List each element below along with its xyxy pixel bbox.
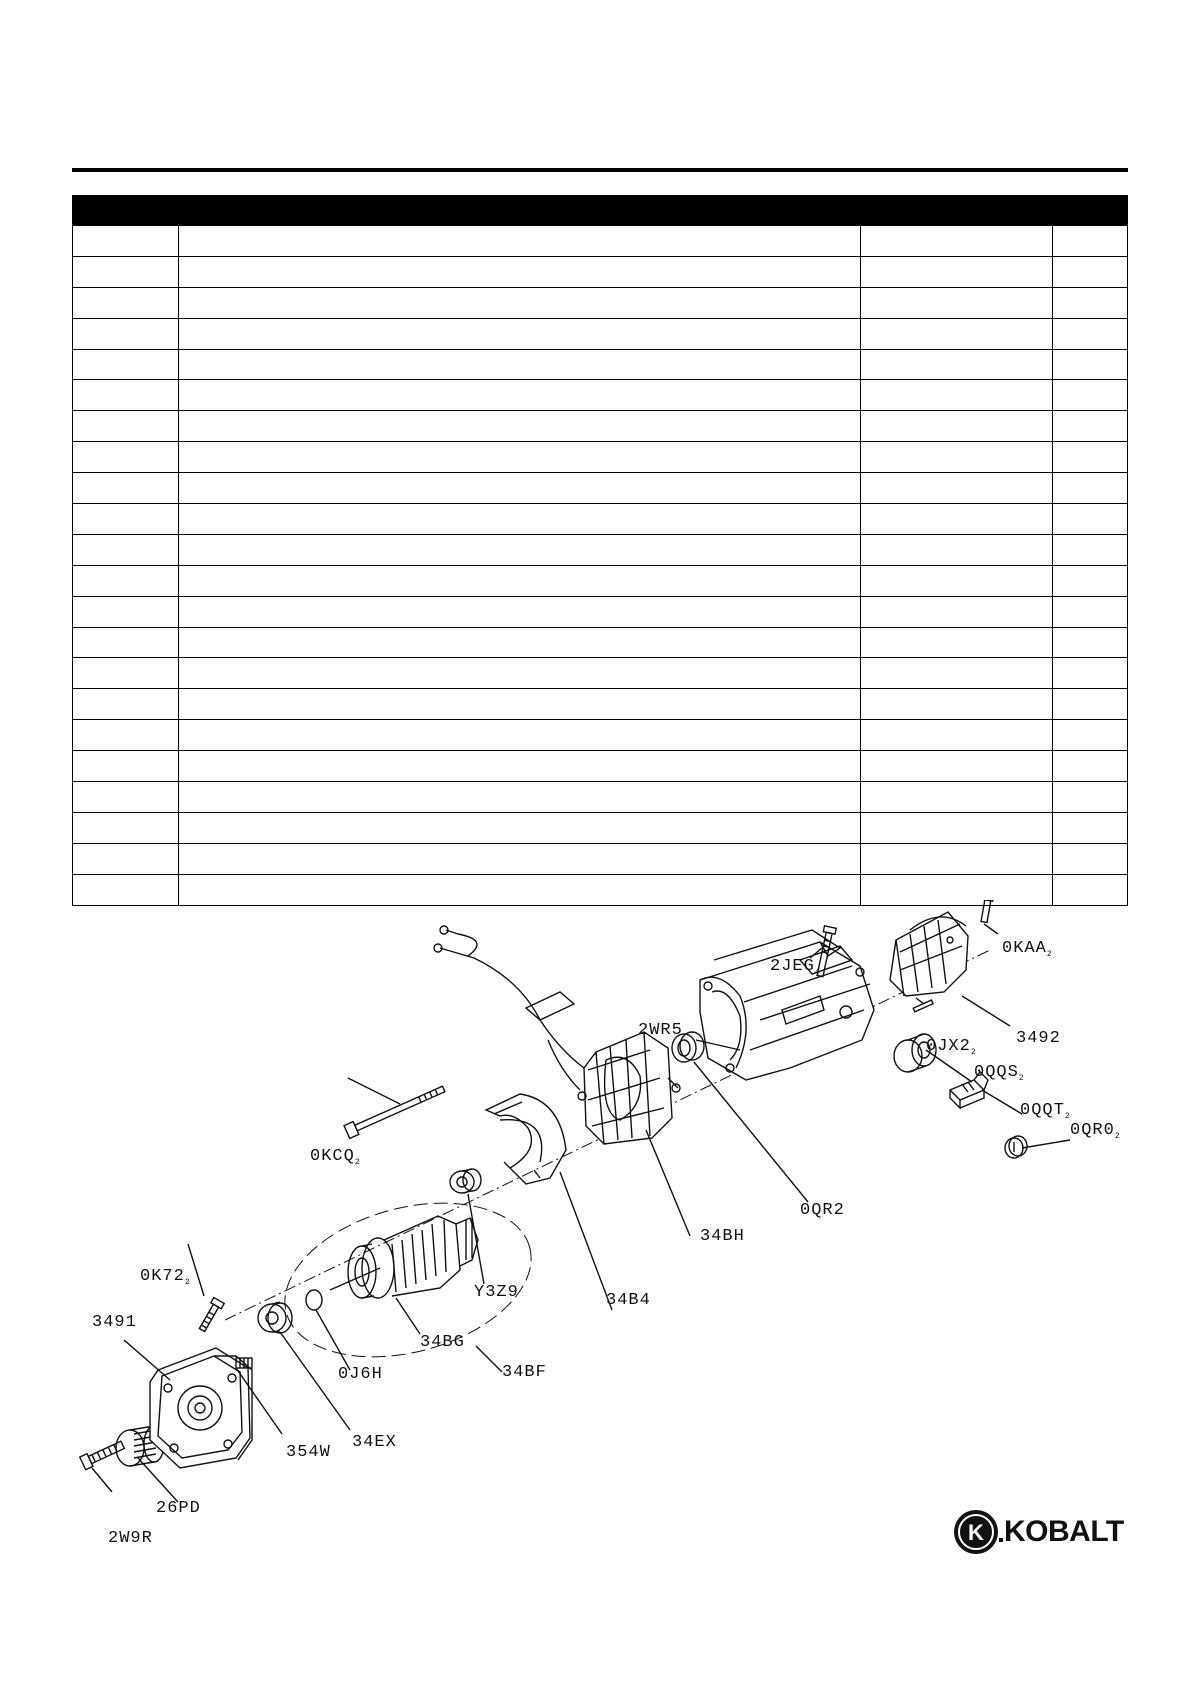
label-34bf: 34BF	[502, 1363, 547, 1382]
table-cell	[861, 473, 1053, 504]
bearing-y3z9	[450, 1169, 481, 1193]
table-cell	[73, 442, 179, 473]
label-0kaa: $0KAA_2$	[1002, 939, 1053, 959]
table-cell	[73, 226, 179, 257]
table-cell	[73, 380, 179, 411]
leader-0kcq	[348, 1078, 400, 1104]
table-cell	[861, 689, 1053, 720]
table-row	[73, 812, 1128, 843]
table-cell	[1053, 442, 1128, 473]
table-cell	[178, 226, 860, 257]
table-cell	[73, 627, 179, 658]
bearing-34ex	[258, 1302, 292, 1333]
table-cell	[178, 658, 860, 689]
table-cell	[1053, 349, 1128, 380]
table-cell	[861, 565, 1053, 596]
table-cell	[178, 411, 860, 442]
table-row	[73, 318, 1128, 349]
table-cell	[178, 287, 860, 318]
table-cell	[178, 565, 860, 596]
table-row	[73, 534, 1128, 565]
table-row	[73, 380, 1128, 411]
label-0k72: $0K72_2$	[140, 1267, 191, 1287]
table-cell	[73, 596, 179, 627]
leader-3492	[962, 996, 1010, 1026]
table-cell	[861, 596, 1053, 627]
table-cell	[1053, 226, 1128, 257]
table-row	[73, 751, 1128, 782]
table-cell	[1053, 843, 1128, 874]
label-34bh: 34BH	[700, 1227, 745, 1246]
label-34bg: 34BG	[420, 1333, 465, 1352]
logo-wordmark: KOBALT	[1004, 1515, 1124, 1548]
leader-34bf	[476, 1346, 502, 1372]
table-cell	[1053, 658, 1128, 689]
table-cell	[178, 812, 860, 843]
armature-34bg	[330, 1216, 478, 1298]
table-cell	[861, 318, 1053, 349]
table-row	[73, 411, 1128, 442]
table-row	[73, 349, 1128, 380]
header-cell	[1053, 196, 1128, 226]
label-2w9r: 2W9R	[108, 1529, 153, 1548]
leader-0jx2	[916, 998, 924, 1004]
label-2jeg: $2JEG_4$	[770, 957, 821, 977]
label-0qqs: $0QQS_2$	[974, 1063, 1025, 1083]
table-row	[73, 596, 1128, 627]
label-26pd: 26PD	[156, 1499, 201, 1518]
label-0kcq: $0KCQ_2$	[310, 1147, 361, 1167]
leader-0qr0	[1022, 1140, 1070, 1148]
table-row	[73, 658, 1128, 689]
table-row	[73, 565, 1128, 596]
table-cell	[1053, 504, 1128, 535]
label-34ex: 34EX	[352, 1433, 397, 1452]
table-row	[73, 287, 1128, 318]
table-cell	[178, 380, 860, 411]
table-cell	[73, 411, 179, 442]
label-3491: 3491	[92, 1313, 137, 1332]
table-cell	[1053, 411, 1128, 442]
table-cell	[861, 226, 1053, 257]
label-0qqt: $0QQT_2$	[1020, 1101, 1071, 1121]
table-cell	[73, 287, 179, 318]
table-cell	[861, 411, 1053, 442]
screw-2w9r	[80, 1438, 126, 1469]
table-cell	[73, 720, 179, 751]
baffle-34b4	[486, 1094, 566, 1184]
table-cell	[861, 627, 1053, 658]
label-34b4: 34B4	[606, 1291, 651, 1310]
table-cell	[73, 473, 179, 504]
table-cell	[73, 751, 179, 782]
label-354w: 354W	[286, 1443, 331, 1462]
table-cell	[861, 349, 1053, 380]
bolt-0kcq	[344, 1083, 447, 1139]
table-cell	[178, 782, 860, 813]
table-row	[73, 473, 1128, 504]
table-cell	[178, 689, 860, 720]
table-cell	[73, 534, 179, 565]
table-cell	[178, 473, 860, 504]
table-cell	[861, 782, 1053, 813]
label-3492: 3492	[1016, 1029, 1061, 1048]
leader-0qqt	[982, 1090, 1022, 1114]
leader-3491	[124, 1340, 170, 1380]
header-rule	[72, 168, 1128, 172]
exploded-parts-diagram	[0, 900, 1190, 1684]
pin-0jx2	[913, 1000, 933, 1012]
table-cell	[1053, 380, 1128, 411]
label-0j6h: 0J6H	[338, 1365, 383, 1384]
table-cell	[861, 534, 1053, 565]
table-row	[73, 843, 1128, 874]
table-cell	[178, 627, 860, 658]
table-cell	[1053, 812, 1128, 843]
table-cell	[73, 843, 179, 874]
table-cell	[1053, 565, 1128, 596]
table-cell	[1053, 318, 1128, 349]
table-cell	[178, 318, 860, 349]
table-cell	[861, 287, 1053, 318]
leader-34b4	[560, 1172, 612, 1310]
table-cell	[73, 812, 179, 843]
label-2wr5: 2WR5	[638, 1021, 683, 1040]
ring-0j6h	[306, 1290, 322, 1310]
label-0jx2: $0JX2_2$	[926, 1037, 977, 1057]
table-cell	[861, 442, 1053, 473]
table-cell	[861, 751, 1053, 782]
header-cell	[861, 196, 1053, 226]
table-cell	[73, 504, 179, 535]
parts-table	[72, 195, 1128, 906]
screw-0k72	[197, 1298, 224, 1333]
label-0qr2: 0QR2	[800, 1201, 845, 1220]
leader-0qr2	[694, 1062, 808, 1202]
table-row	[73, 627, 1128, 658]
leader-34bh	[646, 1130, 690, 1236]
leader-26pd	[138, 1458, 178, 1502]
cap-0qr0	[1005, 1136, 1027, 1158]
table-cell	[1053, 534, 1128, 565]
table-cell	[178, 843, 860, 874]
table-cell	[1053, 473, 1128, 504]
table-row	[73, 504, 1128, 535]
table-cell	[73, 349, 179, 380]
svg-text:K: K	[968, 1520, 984, 1545]
leader-34bg	[396, 1298, 420, 1334]
table-cell	[861, 658, 1053, 689]
header-cell	[178, 196, 860, 226]
table-cell	[178, 534, 860, 565]
table-cell	[73, 565, 179, 596]
kobalt-k-badge-icon	[952, 1508, 1000, 1556]
kobalt-logo	[952, 1508, 1128, 1558]
table-cell	[178, 504, 860, 535]
housing-2wr5	[700, 930, 874, 1080]
table-cell	[73, 318, 179, 349]
table-cell	[861, 380, 1053, 411]
table-cell	[1053, 256, 1128, 287]
table-cell	[178, 256, 860, 287]
label-0qr0: $0QR0_2$	[1070, 1121, 1121, 1141]
table-cell	[1053, 689, 1128, 720]
logo-dot	[999, 1538, 1003, 1542]
table-cell	[73, 256, 179, 287]
armature-group-outline-34bf	[268, 1178, 549, 1382]
table-cell	[861, 812, 1053, 843]
table-cell	[1053, 720, 1128, 751]
parts-table-body	[73, 226, 1128, 906]
label-y3z9: Y3Z9	[474, 1283, 519, 1302]
table-row	[73, 256, 1128, 287]
leader-0kaa	[984, 924, 998, 934]
table-cell	[861, 256, 1053, 287]
table-cell	[73, 658, 179, 689]
table-row	[73, 782, 1128, 813]
table-cell	[73, 782, 179, 813]
table-cell	[1053, 782, 1128, 813]
table-row	[73, 442, 1128, 473]
table-cell	[861, 504, 1053, 535]
table-cell	[861, 843, 1053, 874]
table-cell	[73, 689, 179, 720]
table-cell	[1053, 627, 1128, 658]
brush-cover-3492	[890, 912, 968, 996]
table-row	[73, 720, 1128, 751]
leader-0k72	[188, 1244, 204, 1296]
table-cell	[178, 596, 860, 627]
table-cell	[178, 442, 860, 473]
table-cell	[1053, 287, 1128, 318]
table-row	[73, 226, 1128, 257]
table-header-row	[73, 196, 1128, 226]
table-cell	[1053, 751, 1128, 782]
table-cell	[178, 349, 860, 380]
table-cell	[861, 720, 1053, 751]
screw-0kaa	[979, 900, 994, 923]
header-cell	[73, 196, 179, 226]
table-row	[73, 689, 1128, 720]
leader-0j6h	[316, 1310, 350, 1370]
table-cell	[1053, 596, 1128, 627]
table-cell	[178, 751, 860, 782]
leader-2w9r	[92, 1468, 112, 1492]
table-cell	[178, 720, 860, 751]
